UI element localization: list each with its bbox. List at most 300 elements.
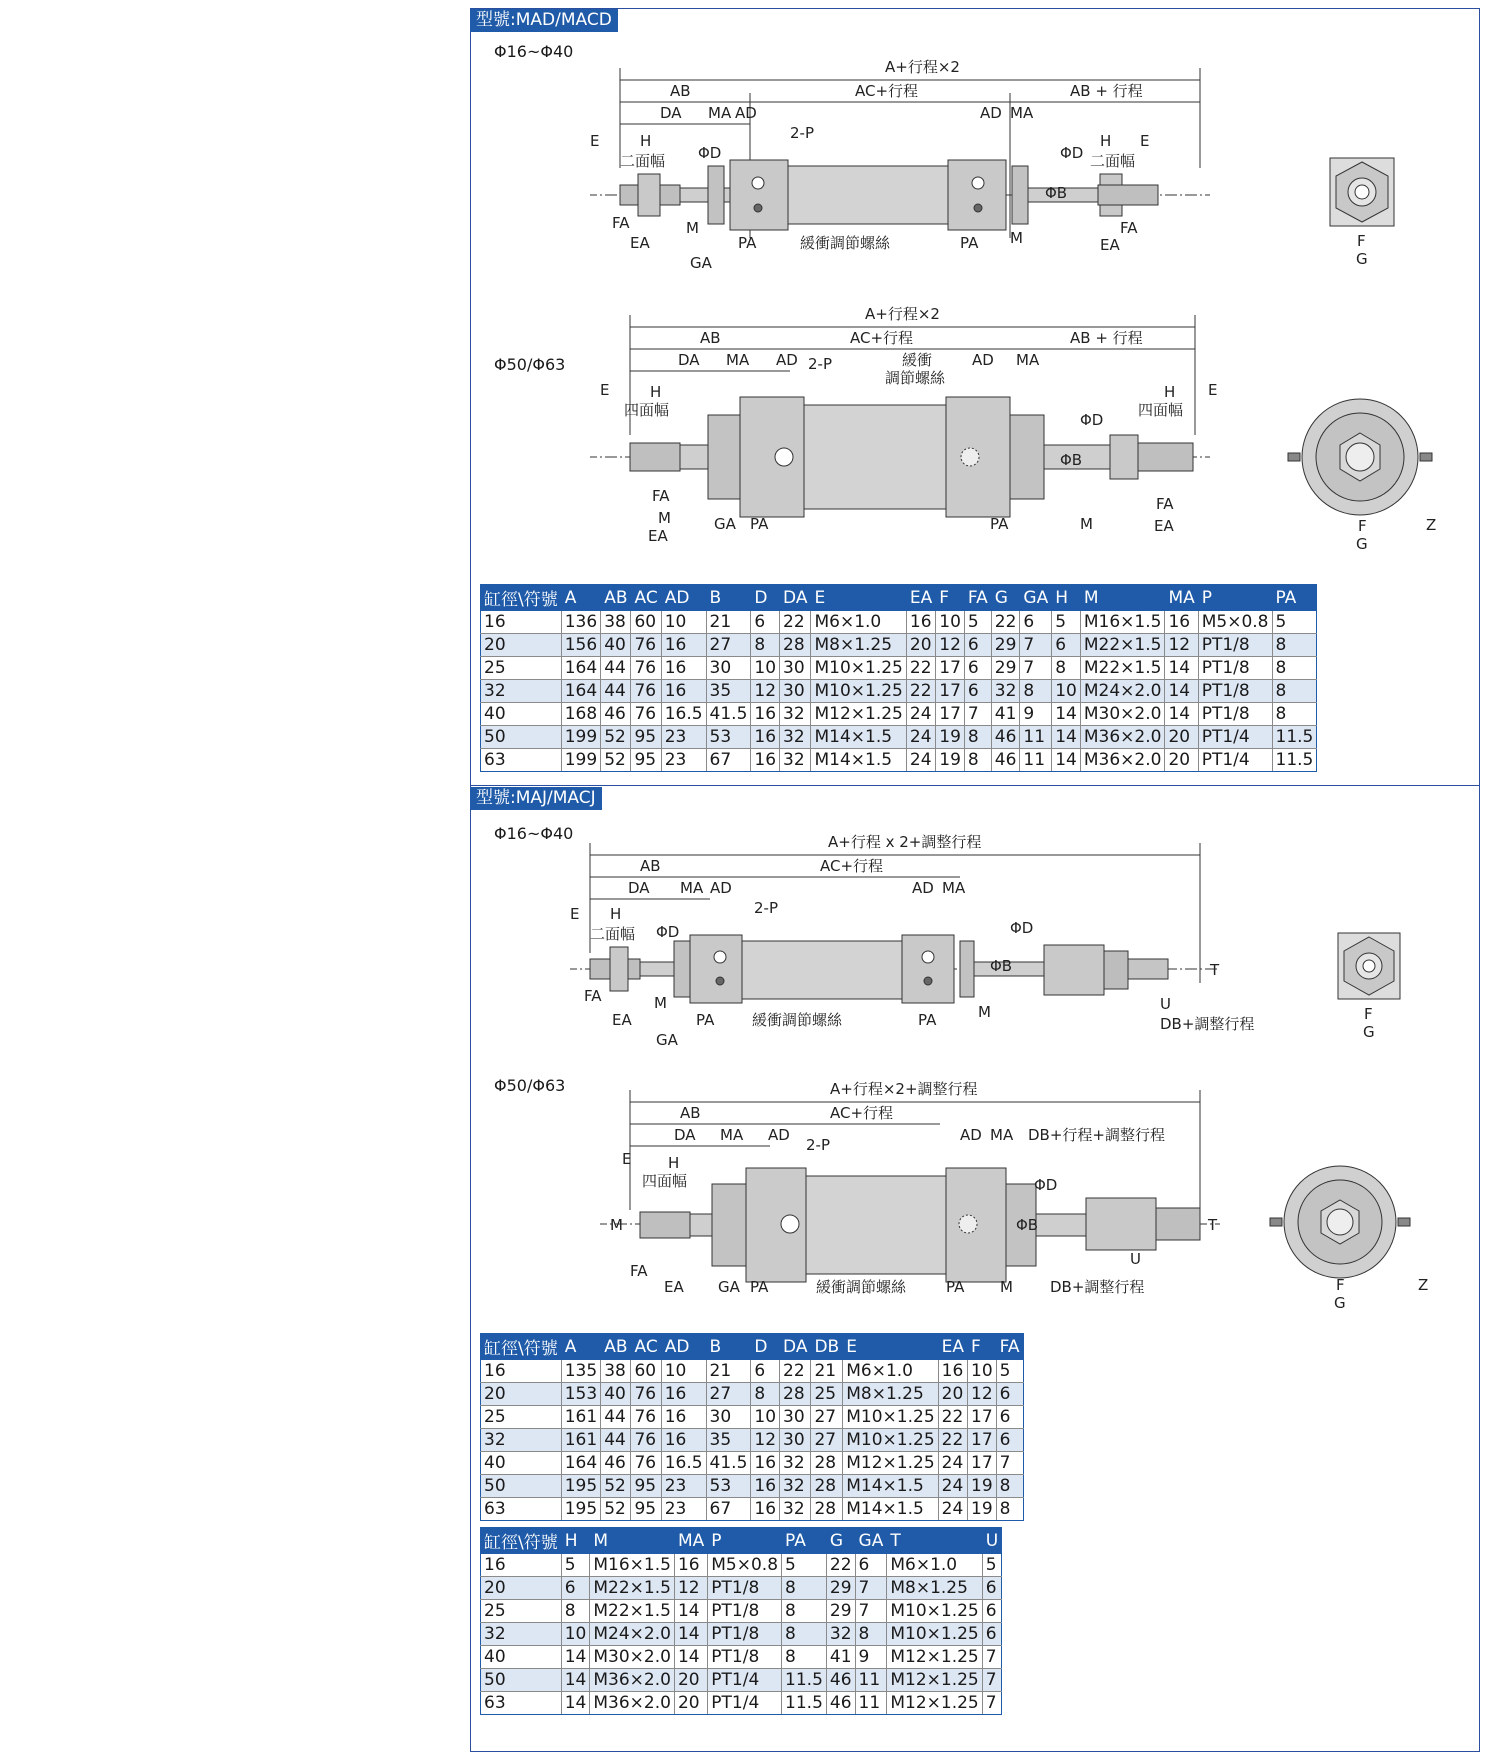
model-tag-mad: 型號:MAD/MACD (470, 9, 618, 32)
label-m-right: M (1010, 229, 1023, 247)
table-cell: 16 (751, 726, 780, 749)
column-header: H (1052, 585, 1081, 611)
table-cell: 6 (751, 611, 780, 634)
column-header: GA (1020, 585, 1052, 611)
label-m-right: M (978, 1003, 991, 1021)
table-cell: 24 (938, 1452, 967, 1475)
size-label-large-maj: Φ50/Φ63 (494, 1076, 566, 1095)
label-phi-b: ΦB (1060, 451, 1083, 469)
table-cell: PT1/8 (708, 1623, 782, 1646)
table-cell: 76 (631, 1406, 661, 1429)
column-header: MA (674, 1528, 707, 1554)
label-g: G (1334, 1294, 1346, 1312)
dim-ma: MA (708, 104, 732, 122)
column-header: GA (855, 1528, 887, 1554)
label-pa: PA (696, 1011, 715, 1029)
table-cell: 30 (780, 1406, 811, 1429)
label-phi-d-right: ΦD (1010, 919, 1034, 937)
table-cell: 19 (968, 1475, 997, 1498)
table-cell: 11 (1020, 726, 1052, 749)
column-header: PA (782, 1528, 827, 1554)
table-cell: 63 (481, 749, 562, 772)
table-cell: 6 (996, 1383, 1023, 1406)
table-cell: 161 (561, 1406, 600, 1429)
table-cell: 16.5 (661, 703, 706, 726)
table-cell: M10×1.25 (887, 1623, 982, 1646)
size-label-large: Φ50/Φ63 (494, 355, 566, 374)
table-cell: 7 (964, 703, 991, 726)
label-phi-d-right: ΦD (1060, 144, 1084, 162)
table-cell: 20 (938, 1383, 967, 1406)
column-header: AD (661, 1334, 706, 1360)
table-cell: 8 (996, 1498, 1023, 1521)
column-header: DA (780, 1334, 811, 1360)
label-ea-right: EA (1100, 236, 1120, 254)
column-header: AC (631, 1334, 661, 1360)
table-cell: 28 (780, 634, 811, 657)
table-cell: 30 (780, 1429, 811, 1452)
dim-ab: AB (670, 82, 691, 100)
label-e-right: E (1208, 381, 1218, 399)
table-row (481, 1475, 1024, 1498)
label-f: F (1364, 1005, 1373, 1023)
column-header: M (590, 1528, 675, 1554)
table-cell: 76 (631, 703, 661, 726)
label-phi-d: ΦD (656, 923, 680, 941)
table-cell: M36×2.0 (1080, 749, 1165, 772)
table-cell: 23 (661, 749, 706, 772)
table-cell: 32 (780, 703, 811, 726)
table-cell: 41 (826, 1646, 855, 1669)
table-cell: 27 (706, 634, 751, 657)
label-phi-d: ΦD (698, 144, 722, 162)
table-cell: 60 (631, 1360, 661, 1383)
table-cell: 7 (1020, 634, 1052, 657)
table-cell: 28 (780, 1383, 811, 1406)
table-cell: 9 (1020, 703, 1052, 726)
table-cell: 22 (780, 1360, 811, 1383)
table-cell: 22 (780, 611, 811, 634)
table-cell: 20 (481, 1577, 562, 1600)
column-header: D (751, 585, 780, 611)
table-cell: M14×1.5 (843, 1475, 938, 1498)
table-cell: 5 (964, 611, 991, 634)
table-cell: 6 (996, 1406, 1023, 1429)
label-e: E (622, 1150, 632, 1168)
label-h: H (640, 132, 652, 150)
table-cell: 21 (706, 1360, 751, 1383)
table-cell: 27 (811, 1429, 843, 1452)
table-cell: M14×1.5 (811, 726, 906, 749)
table-cell: 95 (631, 726, 661, 749)
table-cell: 5 (782, 1554, 827, 1577)
table-cell: 32 (481, 680, 562, 703)
label-pa-right: PA (990, 515, 1009, 533)
label-f: F (1357, 232, 1366, 250)
table-cell: M22×1.5 (590, 1600, 675, 1623)
table-cell: 8 (782, 1577, 827, 1600)
table-cell: M10×1.25 (843, 1429, 938, 1452)
table-cell: 46 (826, 1669, 855, 1692)
table-cell: 41.5 (706, 703, 751, 726)
label-z: Z (1426, 516, 1437, 534)
table-cell: 8 (751, 1383, 780, 1406)
table-cell: 95 (631, 749, 661, 772)
column-header: 缸徑\符號 (481, 1528, 562, 1554)
column-header: A (561, 585, 600, 611)
spec-table-header (481, 1334, 1024, 1360)
table-cell: 46 (991, 749, 1020, 772)
label-m-right: M (1080, 515, 1093, 533)
label-ea: EA (630, 234, 650, 252)
table-cell: 46 (826, 1692, 855, 1715)
table-cell: M36×2.0 (590, 1669, 675, 1692)
table-cell: 6 (982, 1623, 1001, 1646)
label-g: G (1363, 1023, 1375, 1041)
table-cell: 16 (481, 1554, 562, 1577)
table-cell: 17 (936, 680, 965, 703)
table-cell: 16 (751, 749, 780, 772)
dim-ma: MA (680, 879, 704, 897)
table-cell: 67 (706, 1498, 751, 1521)
table-cell: 11.5 (782, 1692, 827, 1715)
table-cell: 16 (481, 1360, 562, 1383)
table-cell: 50 (481, 726, 562, 749)
model-tag-maj: 型號:MAJ/MACJ (470, 787, 602, 810)
label-pa: PA (738, 234, 757, 252)
table-cell: M12×1.25 (843, 1452, 938, 1475)
table-cell: 76 (631, 1429, 661, 1452)
table-cell: 12 (936, 634, 965, 657)
table-row (481, 1498, 1024, 1521)
spec-table-maj-b (480, 1527, 1002, 1715)
spec-table-header (481, 1528, 1002, 1554)
table-cell: M10×1.25 (811, 680, 906, 703)
table-cell: 23 (661, 1498, 706, 1521)
column-header: PA (1272, 585, 1317, 611)
column-header: G (826, 1528, 855, 1554)
table-cell: 28 (811, 1498, 843, 1521)
column-header: F (936, 585, 965, 611)
table-cell: M12×1.25 (811, 703, 906, 726)
table-cell: 6 (982, 1577, 1001, 1600)
table-cell: 22 (938, 1406, 967, 1429)
dim-ad: AD (710, 879, 732, 897)
table-cell: 40 (481, 1646, 562, 1669)
column-header: AD (661, 585, 706, 611)
label-pa-right: PA (960, 234, 979, 252)
table-cell: 12 (751, 680, 780, 703)
drawing-mad-small (590, 58, 1470, 278)
table-cell: 8 (782, 1623, 827, 1646)
table-cell: 46 (601, 703, 631, 726)
label-f: F (1336, 1276, 1345, 1294)
label-ga: GA (718, 1278, 740, 1296)
dim-ad-right: AD (980, 104, 1002, 122)
dim-ad: AD (776, 351, 798, 369)
label-m: M (654, 994, 667, 1012)
drawing-mad-large (590, 305, 1470, 555)
table-cell: 199 (561, 726, 600, 749)
column-header: AB (601, 585, 631, 611)
column-header: M (1080, 585, 1165, 611)
column-header: FA (996, 1334, 1023, 1360)
table-cell: 8 (855, 1623, 887, 1646)
table-cell: 30 (706, 1406, 751, 1429)
dim-da: DA (674, 1126, 696, 1144)
table-cell: 11.5 (1272, 749, 1317, 772)
label-phi-b: ΦB (990, 957, 1013, 975)
table-cell: 32 (826, 1623, 855, 1646)
table-cell: M12×1.25 (887, 1692, 982, 1715)
table-cell: 14 (1165, 680, 1198, 703)
table-cell: 14 (674, 1623, 707, 1646)
table-cell: 28 (811, 1452, 843, 1475)
table-cell: PT1/8 (1198, 703, 1272, 726)
table-cell: 10 (968, 1360, 997, 1383)
table-cell: 44 (601, 680, 631, 703)
table-cell: PT1/8 (708, 1577, 782, 1600)
label-phi-d: ΦD (1034, 1176, 1058, 1194)
table-cell: 22 (906, 657, 935, 680)
table-cell: 6 (1052, 634, 1081, 657)
table-row (481, 1600, 1002, 1623)
table-cell: 11 (855, 1669, 887, 1692)
table-row (481, 1554, 1002, 1577)
table-cell: 10 (751, 1406, 780, 1429)
table-cell: 164 (561, 1452, 600, 1475)
table-cell: 19 (936, 749, 965, 772)
table-cell: M36×2.0 (590, 1692, 675, 1715)
dim-ac: AC+行程 (830, 1104, 894, 1122)
table-cell: 6 (982, 1600, 1001, 1623)
table-cell: 5 (561, 1554, 590, 1577)
table-cell: 20 (1165, 726, 1198, 749)
table-cell: 76 (631, 1452, 661, 1475)
dim-ac: AC+行程 (855, 82, 919, 100)
table-cell: 32 (481, 1429, 562, 1452)
table-cell: 52 (601, 749, 631, 772)
label-flat: 二面幅 (620, 152, 666, 170)
table-cell: 14 (1052, 703, 1081, 726)
column-header: G (991, 585, 1020, 611)
table-cell: 7 (855, 1600, 887, 1623)
table-cell: 17 (936, 657, 965, 680)
dim-ad: AD (768, 1126, 790, 1144)
label-h-right: H (1164, 383, 1176, 401)
label-t: T (1208, 1216, 1218, 1234)
table-cell: 11.5 (782, 1669, 827, 1692)
table-cell: 6 (996, 1429, 1023, 1452)
table-cell: PT1/8 (1198, 680, 1272, 703)
label-port: 2-P (754, 899, 779, 917)
table-cell: PT1/4 (1198, 749, 1272, 772)
label-t: T (1210, 961, 1220, 979)
table-cell: 46 (601, 1452, 631, 1475)
label-m-right: M (1000, 1278, 1013, 1296)
label-pa: PA (750, 515, 769, 533)
dim-ma: MA (720, 1126, 744, 1144)
dim-ab: AB (700, 329, 721, 347)
table-cell: 168 (561, 703, 600, 726)
table-cell: 161 (561, 1429, 600, 1452)
table-cell: 27 (811, 1406, 843, 1429)
table-row (481, 1692, 1002, 1715)
dim-ab: AB (640, 857, 661, 875)
table-cell: 30 (780, 680, 811, 703)
table-cell: 30 (706, 657, 751, 680)
table-cell: 20 (674, 1669, 707, 1692)
table-cell: 6 (964, 634, 991, 657)
table-cell: 16 (751, 1475, 780, 1498)
table-cell: 8 (1272, 703, 1317, 726)
table-cell: 16.5 (661, 1452, 706, 1475)
table-cell: M5×0.8 (708, 1554, 782, 1577)
column-header: B (706, 585, 751, 611)
table-cell: 76 (631, 657, 661, 680)
label-cushion-2: 調節螺絲 (885, 369, 946, 387)
label-pa-right: PA (918, 1011, 937, 1029)
table-cell: M22×1.5 (1080, 634, 1165, 657)
label-g: G (1356, 250, 1368, 268)
table-cell: 16 (661, 634, 706, 657)
dim-ma: MA (726, 351, 750, 369)
table-cell: 40 (601, 634, 631, 657)
table-cell: 11.5 (1272, 726, 1317, 749)
label-port: 2-P (806, 1136, 831, 1154)
column-header: T (887, 1528, 982, 1554)
table-cell: M8×1.25 (843, 1383, 938, 1406)
table-cell: PT1/8 (708, 1600, 782, 1623)
label-port: 2-P (808, 355, 833, 373)
table-cell: 6 (964, 680, 991, 703)
table-cell: 10 (751, 657, 780, 680)
table-row (481, 611, 1317, 634)
label-ea-right: EA (1154, 517, 1174, 535)
table-cell: M6×1.0 (843, 1360, 938, 1383)
table-cell: 95 (631, 1475, 661, 1498)
dim-total: A+行程×2+調整行程 (830, 1080, 978, 1098)
label-e: E (600, 381, 610, 399)
size-label-small-maj: Φ16~Φ40 (494, 824, 574, 843)
table-cell: 32 (780, 749, 811, 772)
table-row (481, 1623, 1002, 1646)
table-cell: 10 (1052, 680, 1081, 703)
table-row (481, 1452, 1024, 1475)
table-cell: M30×2.0 (590, 1646, 675, 1669)
label-db: DB+調整行程 (1050, 1278, 1145, 1296)
dim-ma-right: MA (1010, 104, 1034, 122)
table-cell: 32 (481, 1623, 562, 1646)
table-cell: 156 (561, 634, 600, 657)
table-cell: 16 (906, 611, 935, 634)
table-cell: 29 (991, 657, 1020, 680)
column-header: H (561, 1528, 590, 1554)
table-cell: 7 (996, 1452, 1023, 1475)
label-e: E (570, 905, 580, 923)
table-cell: 17 (936, 703, 965, 726)
table-cell: 8 (751, 634, 780, 657)
table-cell: 24 (938, 1498, 967, 1521)
table-cell: PT1/4 (1198, 726, 1272, 749)
table-row (481, 749, 1317, 772)
column-header: P (708, 1528, 782, 1554)
table-cell: 10 (661, 1360, 706, 1383)
label-flat: 四面幅 (642, 1172, 688, 1190)
table-cell: 6 (1020, 611, 1052, 634)
label-cushion: 緩衝調節螺絲 (752, 1011, 843, 1029)
column-header: DA (780, 585, 811, 611)
table-cell: 6 (855, 1554, 887, 1577)
table-cell: 16 (661, 1383, 706, 1406)
table-cell: 40 (481, 703, 562, 726)
table-row (481, 1429, 1024, 1452)
table-cell: 14 (1165, 657, 1198, 680)
spec-table-maj-a (480, 1333, 1024, 1521)
column-header: 缸徑\符號 (481, 585, 562, 611)
table-cell: 35 (706, 680, 751, 703)
table-cell: M10×1.25 (887, 1600, 982, 1623)
column-header: F (968, 1334, 997, 1360)
dim-ad: AD (735, 104, 757, 122)
table-row (481, 680, 1317, 703)
table-cell: PT1/4 (708, 1669, 782, 1692)
table-cell: M6×1.0 (887, 1554, 982, 1577)
label-h-right: H (1100, 132, 1112, 150)
table-cell: 24 (906, 726, 935, 749)
table-cell: 7 (982, 1692, 1001, 1715)
label-fa-right: FA (1156, 495, 1174, 513)
label-ga: GA (690, 254, 712, 272)
table-cell: 16 (661, 680, 706, 703)
dim-ac: AC+行程 (850, 329, 914, 347)
label-fa-right: FA (1120, 219, 1138, 237)
table-cell: 14 (674, 1646, 707, 1669)
label-ea: EA (648, 527, 668, 545)
table-cell: 153 (561, 1383, 600, 1406)
table-cell: 5 (996, 1360, 1023, 1383)
table-cell: 23 (661, 726, 706, 749)
drawing-maj-large (600, 1080, 1470, 1320)
table-cell: 24 (906, 703, 935, 726)
table-cell: 30 (780, 657, 811, 680)
table-cell: 5 (982, 1554, 1001, 1577)
table-cell: 50 (481, 1475, 562, 1498)
table-cell: 52 (601, 1475, 631, 1498)
table-cell: 195 (561, 1475, 600, 1498)
table-cell: M22×1.5 (590, 1577, 675, 1600)
label-flat-right: 四面幅 (1138, 401, 1184, 419)
table-cell: 7 (982, 1646, 1001, 1669)
table-cell: 17 (968, 1406, 997, 1429)
label-fa: FA (584, 987, 602, 1005)
table-cell: 21 (706, 611, 751, 634)
table-cell: 22 (938, 1429, 967, 1452)
table-cell: PT1/8 (708, 1646, 782, 1669)
label-phi-b: ΦB (1016, 1216, 1039, 1234)
size-label-small: Φ16~Φ40 (494, 42, 574, 61)
table-cell: 8 (1272, 680, 1317, 703)
table-cell: 6 (751, 1360, 780, 1383)
table-cell: M30×2.0 (1080, 703, 1165, 726)
table-cell: M14×1.5 (811, 749, 906, 772)
dim-total: A+行程×2 (885, 58, 960, 76)
label-f: F (1358, 517, 1367, 535)
table-cell: M14×1.5 (843, 1498, 938, 1521)
label-h: H (610, 905, 622, 923)
table-cell: 8 (964, 726, 991, 749)
table-cell: 20 (906, 634, 935, 657)
